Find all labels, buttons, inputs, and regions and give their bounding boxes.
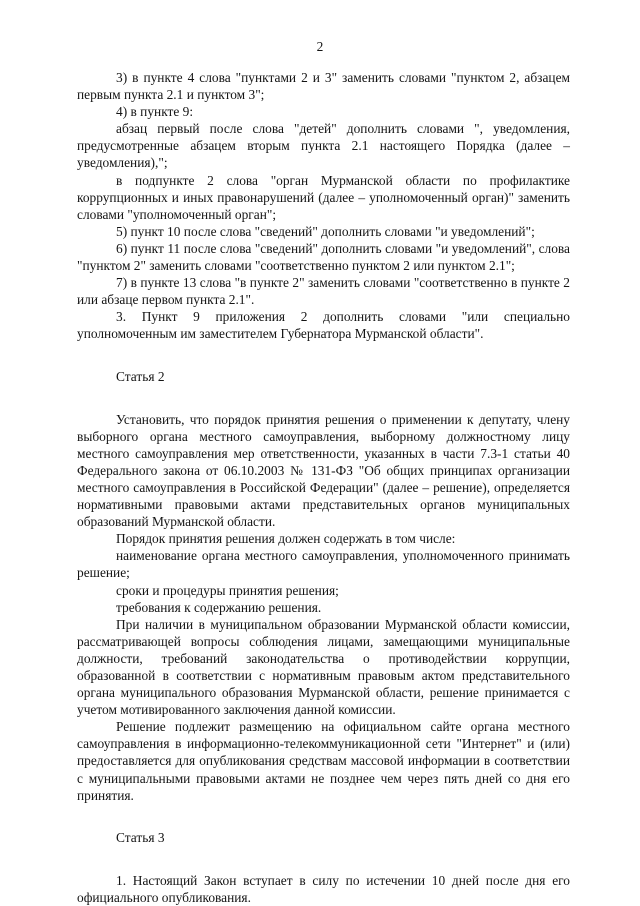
article-3-paragraph: 1. Настоящий Закон вступает в силу по истечении 10 дней после дня его официального опубликования.	[77, 872, 570, 905]
article-2-paragraph: сроки и процедуры принятия решения;	[116, 582, 339, 598]
amendment-item-4-paragraph-1: абзац первый после слова "детей" дополнить словами ", уведомления, предусмотренные абзацем вторым пункта 2.1 настоящего Порядка (далее – уведомления),";	[77, 121, 570, 171]
amendment-item-7: 7) в пункте 13 слова "в пункте 2" заменить словами "соответственно в пункте 2 или абзаце первом пункта 2.1".	[77, 275, 570, 308]
article-2-paragraph: наименование органа местного самоуправления, уполномоченного принимать решение;	[77, 548, 570, 581]
document-body	[77, 69, 570, 906]
article-2-heading: Статья 2	[116, 368, 165, 384]
amendment-item-4-subitem-2: в подпункте 2 слова "орган Мурманской области по профилактике коррупционных и иных правонарушений (далее – уполномоченный орган)" заменить словами "уполномоченный орган";	[77, 172, 570, 222]
amendment-item-4: 4) в пункте 9:	[116, 104, 194, 120]
amendment-clause-3: 3. Пункт 9 приложения 2 дополнить словами "или специально уполномоченным им заместителем Губернатора Мурманской области".	[77, 309, 570, 342]
article-2-paragraph: При наличии в муниципальном образовании Мурманской области комиссии, рассматривающей вопросы соблюдения лицами, замещающими муниципальные должности, требований законодательства о противодействии коррупции, образованной в соответствии с нормативным правовым актом представительного органа муниципального образования Мурманской области, решение принимается с учетом мотивированного заключения данной комиссии.	[77, 616, 570, 718]
article-2-paragraph: Решение подлежит размещению на официальном сайте органа местного самоуправления в информационно-телекоммуникационной сети "Интернет" и (или) предоставляется для опубликования средствам массовой информации в соответствии с муниципальными правовыми актами не позднее чем через пять дней со дня его принятия.	[77, 719, 570, 803]
article-2-paragraph: Порядок принятия решения должен содержать в том числе:	[116, 531, 456, 547]
amendment-item-3: 3) в пункте 4 слова "пунктами 2 и 3" заменить словами "пунктом 2, абзацем первым пункта 2.1 и пунктом 3";	[77, 70, 570, 103]
article-3-heading: Статья 3	[116, 829, 165, 845]
article-2-paragraph: Установить, что порядок принятия решения о применении к депутату, члену выборного органа местного самоуправления, выборному должностному лицу местного самоуправления мер ответственности, указанных в части 7.3-1 статьи 40 Федерального закона от 06.10.2003 № 131-ФЗ "Об общих принципах организации местного самоуправления в Российской Федерации" (далее – решение), определяется нормативными правовыми актами представительных органов муниципальных образований Мурманской области.	[77, 411, 570, 530]
amendment-item-5: 5) пункт 10 после слова "сведений" дополнить словами "и уведомлений";	[116, 223, 535, 239]
amendment-item-6: 6) пункт 11 после слова "сведений" дополнить словами "и уведомлений", слова "пунктом 2" заменить словами "соответственно пунктом 2 или пунктом 2.1";	[77, 240, 570, 274]
article-2-paragraph: требования к содержанию решения.	[116, 599, 322, 615]
page-number: 2	[316, 39, 324, 54]
